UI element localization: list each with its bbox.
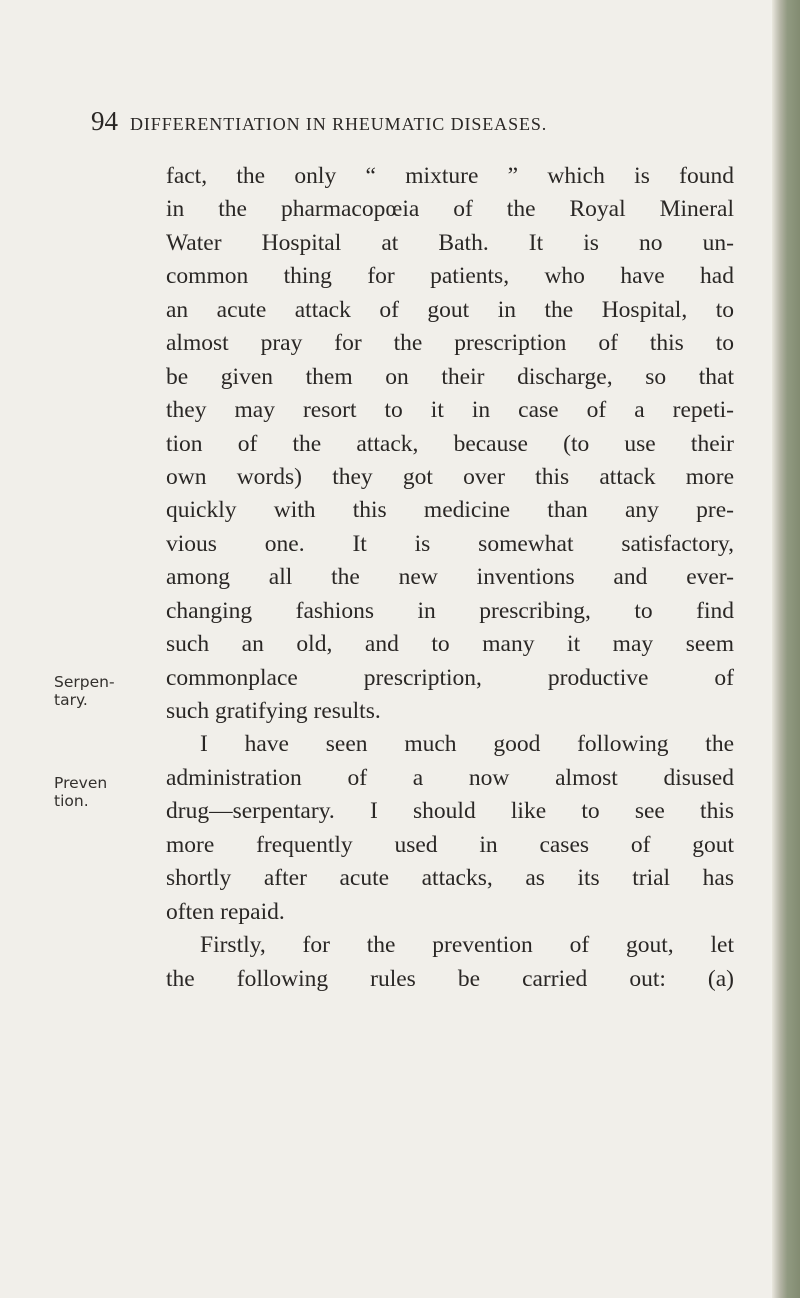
running-head (91, 106, 731, 137)
text-line: almost pray for the prescription of this to (166, 330, 734, 357)
sidenote-prevention (54, 774, 107, 810)
text-line: an acute attack of gout in the Hospital, to (166, 296, 734, 323)
text-line: among all the new inventions and ever- (166, 564, 734, 591)
text-line: such an old, and to many it may seem (166, 631, 734, 658)
text-line: they may resort to it in case of a repeti- (166, 397, 734, 424)
text-line: vious one. It is somewhat satisfactory, (166, 530, 734, 557)
text-line: often repaid. (166, 898, 285, 925)
sidenote-line: tion. (54, 792, 89, 810)
text-line: such gratifying results. (166, 698, 381, 724)
text-line: tion of the attack, because (to use their (166, 430, 734, 457)
text-line: shortly after acute attacks, as its trial has (166, 865, 734, 892)
page-edge-shadow (772, 0, 800, 1298)
text-line: more frequently used in cases of gout (166, 831, 734, 858)
page-number: 94 (91, 106, 118, 136)
text-line: in the pharmacopœia of the Royal Mineral (166, 196, 734, 223)
text-line: administration of a now almost disused (166, 764, 734, 791)
running-title: DIFFERENTIATION IN RHEUMATIC DISEASES. (130, 114, 548, 134)
text-line: be given them on their discharge, so that (166, 363, 734, 390)
text-line: I have seen much good following the (200, 731, 734, 758)
sidenote-serpentary (54, 673, 115, 709)
sidenote-line: tary. (54, 691, 88, 709)
text-line: quickly with this medicine than any pre- (166, 497, 734, 524)
sidenote-line: Preven (54, 774, 108, 792)
sidenote-line: Serpen- (54, 673, 115, 691)
text-line: Water Hospital at Bath. It is no un- (166, 229, 734, 256)
text-line: own words) they got over this attack more (166, 463, 734, 490)
text-line: Firstly, for the prevention of gout, let (200, 932, 734, 959)
text-line: fact, the only “ mixture ” which is found (166, 163, 734, 189)
text-line: changing fashions in prescribing, to find (166, 597, 734, 624)
text-line: drug—serpentary. I should like to see this (166, 798, 734, 825)
text-line: commonplace prescription, productive of (166, 664, 734, 691)
body-text (166, 160, 734, 996)
text-line: common thing for patients, who have had (166, 263, 734, 290)
text-line: the following rules be carried out: (a) (166, 965, 734, 992)
